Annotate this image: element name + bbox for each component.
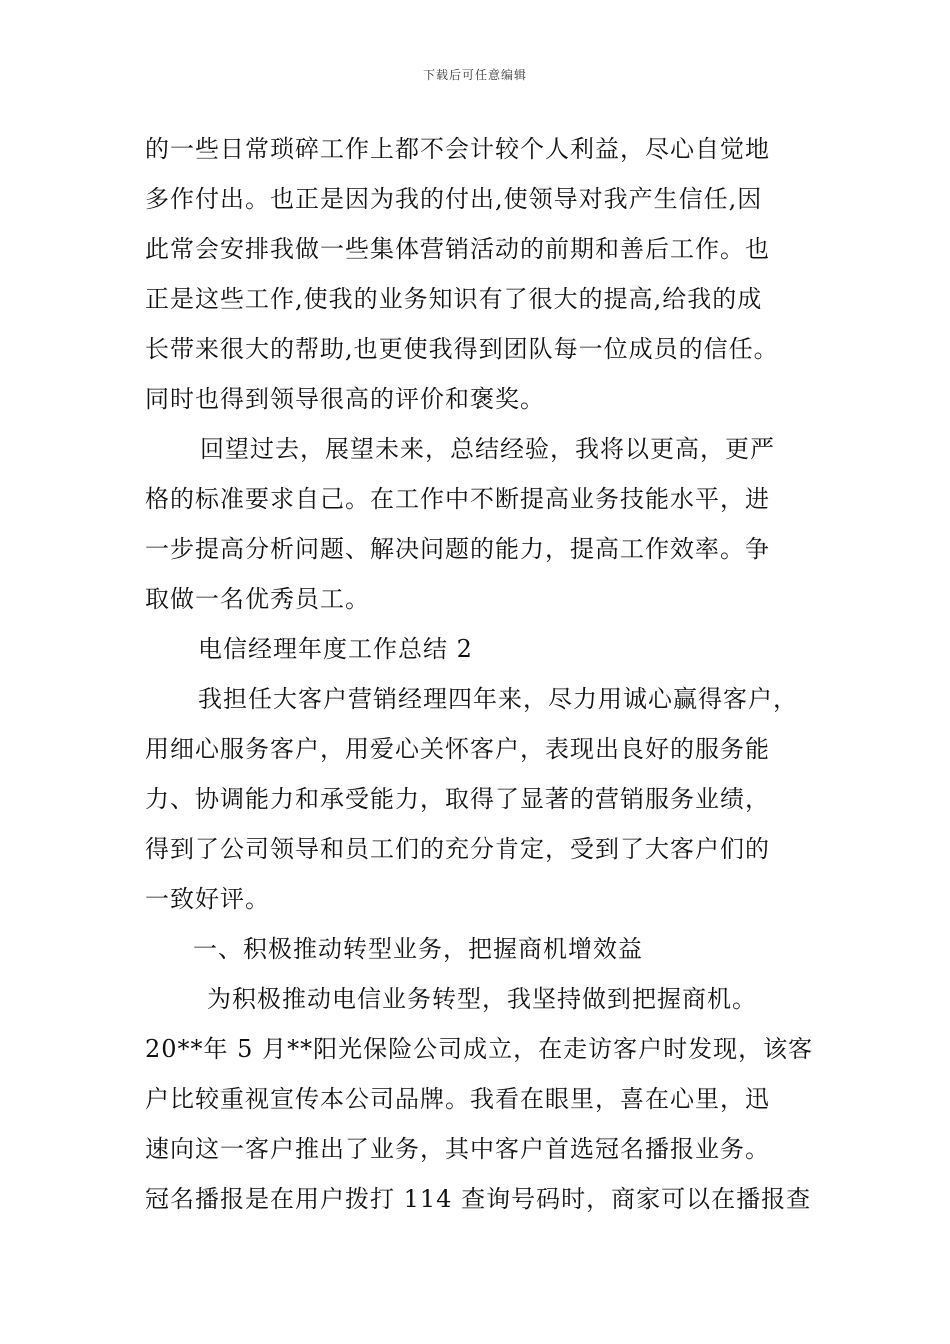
body-line-19: 20**年 5 月**阳光保险公司成立，在走访客户时发现，该客 [145,1035,814,1063]
body-line-13: 用细心服务客户，用爱心关怀客户，表现出良好的服务能 [145,735,770,763]
body-line-20: 户比较重视宣传本公司品牌。我看在眼里，喜在心里，迅 [145,1085,770,1113]
body-line-21: 速向这一客户推出了业务，其中客户首选冠名播报业务。 [145,1135,770,1163]
body-line-16: 一致好评。 [145,885,270,913]
body-line-18: 为积极推动电信业务转型，我坚持做到把握商机。 [207,985,757,1013]
body-line-10: 取做一名优秀员工。 [145,585,370,613]
page-header: 下载后可任意编辑 [422,68,527,82]
body-line-4: 正是这些工作,使我的业务知识有了很大的提高,给我的成 [145,285,763,313]
body-line-2: 多作付出。也正是因为我的付出,使领导对我产生信任,因 [145,185,763,213]
body-line-12: 我担任大客户营销经理四年来，尽力用诚心赢得客户， [198,685,798,713]
subsection-heading: 一、积极推动转型业务，把握商机增效益 [193,935,643,963]
body-line-22: 冠名播报是在用户拨打 114 查询号码时，商家可以在播报查 [145,1185,812,1213]
body-line-15: 得到了公司领导和员工们的充分肯定，受到了大客户们的 [145,835,770,863]
body-line-6: 同时也得到领导很高的评价和褒奖。 [145,385,545,413]
body-line-1: 的一些日常琐碎工作上都不会计较个人利益，尽心自觉地 [145,135,770,163]
body-line-3: 此常会安排我做一些集体营销活动的前期和善后工作。也 [145,235,770,263]
body-line-7: 回望过去，展望未来，总结经验，我将以更高，更严 [200,435,775,463]
section-title: 电信经理年度工作总结 2 [198,635,473,663]
body-line-5: 长带来很大的帮助,也更使我得到团队每一位成员的信任。 [145,335,779,363]
body-line-14: 力、协调能力和承受能力，取得了显著的营销服务业绩， [145,785,770,813]
body-line-8: 格的标准要求自己。在工作中不断提高业务技能水平，进 [145,485,770,513]
body-line-9: 一步提高分析问题、解决问题的能力，提高工作效率。争 [145,535,770,563]
